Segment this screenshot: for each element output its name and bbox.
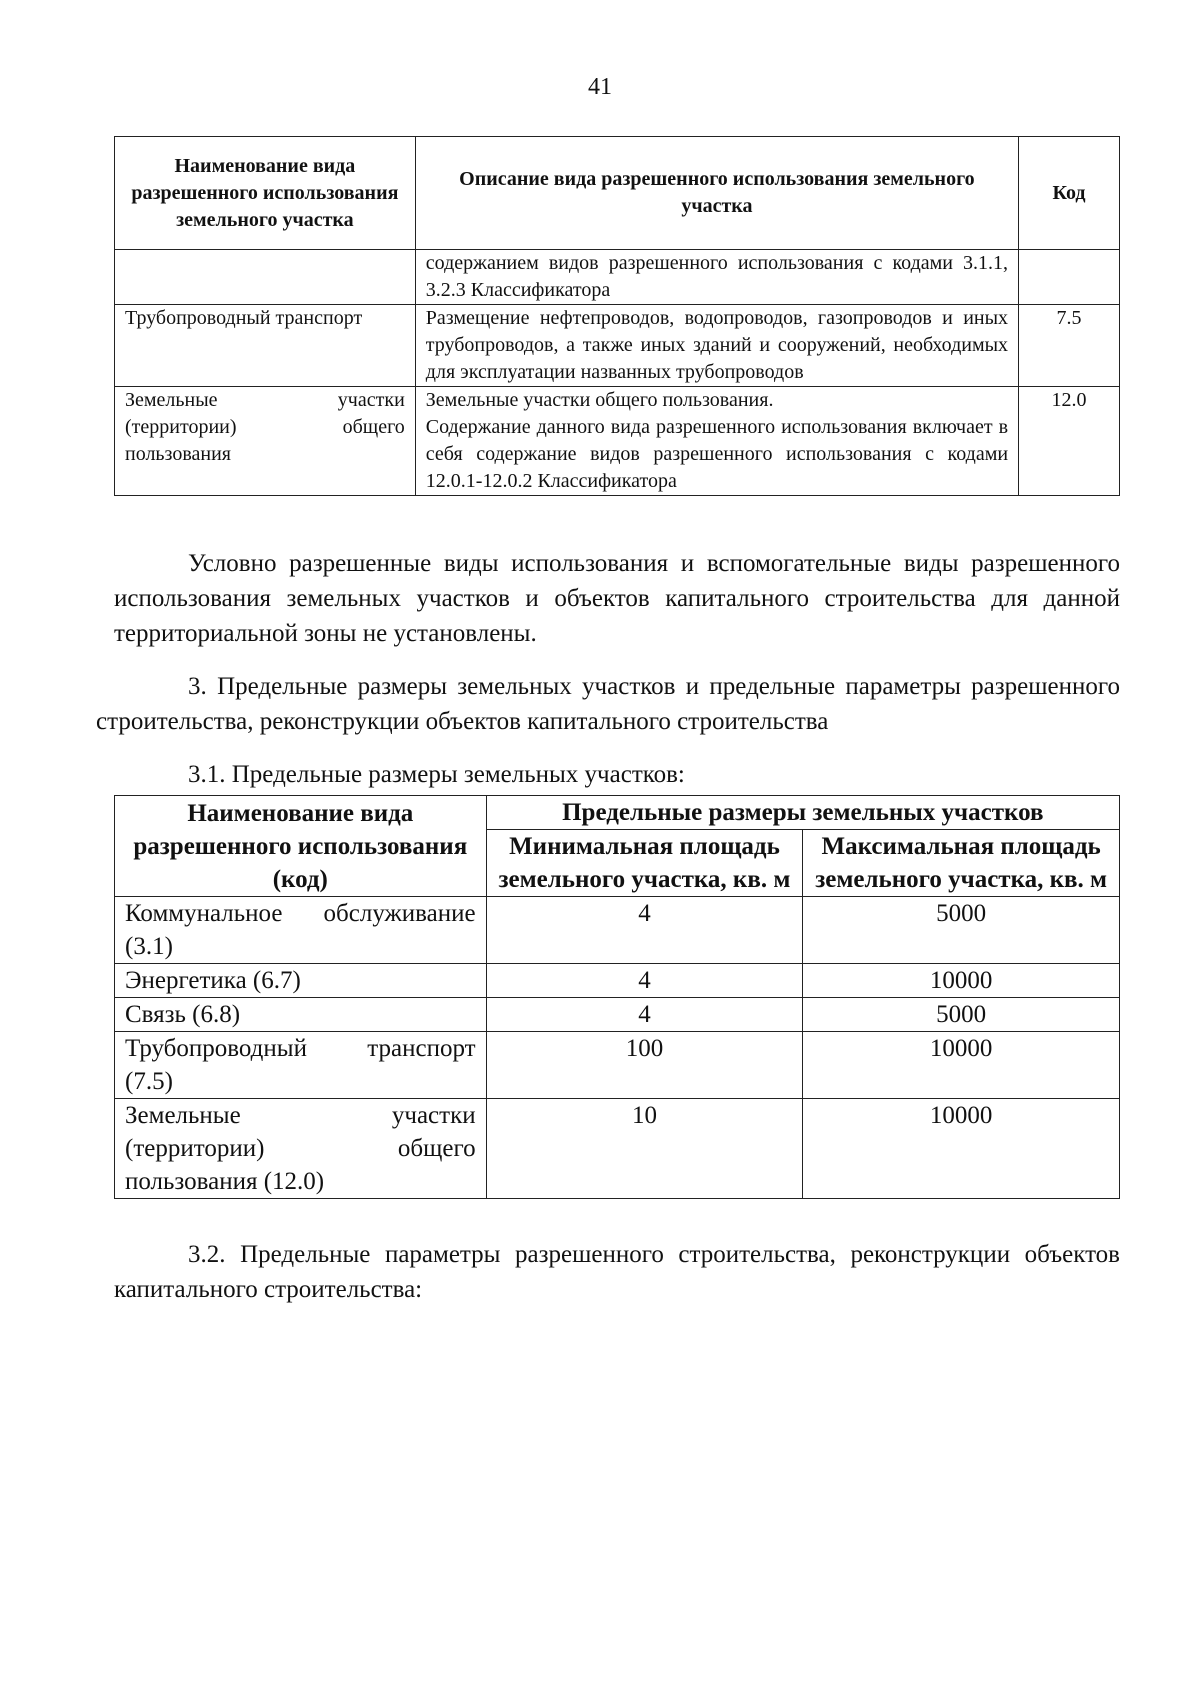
max-area-cell: 5000 bbox=[803, 998, 1120, 1032]
min-area-cell: 10 bbox=[486, 1099, 803, 1199]
table-header-row bbox=[115, 137, 1120, 250]
section-heading-3-1: 3.1. Предельные размеры земельных участков: bbox=[188, 761, 685, 788]
use-code-cell bbox=[1019, 250, 1120, 305]
header-use-description: Описание вида разрешенного использования земельного участка bbox=[415, 137, 1018, 250]
use-description-cell bbox=[415, 387, 1018, 496]
page-number: 41 bbox=[588, 74, 612, 100]
section-heading-3-2: 3.2. Предельные параметры разрешенного строительства, реконструкции объектов капитального строительства: bbox=[114, 1241, 1120, 1303]
table-row bbox=[115, 1099, 1120, 1199]
header-size-group: Предельные размеры земельных участков bbox=[486, 796, 1119, 830]
min-area-cell: 4 bbox=[486, 998, 803, 1032]
header-min-area: Минимальная площадь земельного участка, кв. м bbox=[486, 830, 803, 897]
use-name-cell: Земельные участки (территории) общего пользования bbox=[115, 387, 416, 496]
max-area-cell: 5000 bbox=[803, 897, 1120, 964]
permitted-use-table bbox=[114, 136, 1120, 496]
max-area-cell: 10000 bbox=[803, 964, 1120, 998]
table-row bbox=[115, 1032, 1120, 1099]
use-code-cell: 7.5 bbox=[1019, 305, 1120, 387]
header-use-name: Наименование вида разрешенного использования (код) bbox=[115, 796, 487, 897]
table-row bbox=[115, 998, 1120, 1032]
header-code: Код bbox=[1019, 137, 1120, 250]
table-row bbox=[115, 964, 1120, 998]
use-description-line: Содержание данного вида разрешенного использования включает в себя содержание видов разрешенного использования с кодами 12.0.1-12.0.2 Классификатора bbox=[425, 416, 1009, 492]
table-row bbox=[115, 250, 1120, 305]
use-description-cell: Размещение нефтепроводов, водопроводов, газопроводов и иных трубопроводов, а также иных зданий и сооружений, необходимых для эксплуатации названных трубопроводов bbox=[415, 305, 1018, 387]
min-area-cell: 4 bbox=[486, 964, 803, 998]
use-description-cell: содержанием видов разрешенного использования с кодами 3.1.1, 3.2.3 Классификатора bbox=[415, 250, 1018, 305]
use-name-cell: Земельные участки (территории) общего пользования (12.0) bbox=[115, 1099, 487, 1199]
use-code-cell: 12.0 bbox=[1019, 387, 1120, 496]
use-description-line: Земельные участки общего пользования. bbox=[425, 389, 774, 411]
use-name-cell bbox=[115, 250, 416, 305]
max-area-cell: 10000 bbox=[803, 1032, 1120, 1099]
use-name-cell: Коммунальное обслуживание (3.1) bbox=[115, 897, 487, 964]
use-name-cell: Трубопроводный транспорт (7.5) bbox=[115, 1032, 487, 1099]
use-name-cell: Трубопроводный транспорт bbox=[115, 305, 416, 387]
table-row bbox=[115, 387, 1120, 496]
table-row bbox=[115, 897, 1120, 964]
use-name-cell: Энергетика (6.7) bbox=[115, 964, 487, 998]
plot-size-table bbox=[114, 795, 1120, 1199]
use-name-cell: Связь (6.8) bbox=[115, 998, 487, 1032]
section-heading-3: 3. Предельные размеры земельных участков и предельные параметры разрешенного строительства, реконструкции объектов капитального строительства bbox=[96, 673, 1120, 735]
min-area-cell: 4 bbox=[486, 897, 803, 964]
paragraph-conditional-uses: Условно разрешенные виды использования и вспомогательные виды разрешенного использования земельных участков и объектов капитального строительства для данной территориальной зоны не установлены. bbox=[114, 550, 1120, 647]
table-row bbox=[115, 305, 1120, 387]
header-max-area: Максимальная площадь земельного участка, кв. м bbox=[803, 830, 1120, 897]
table-header-row bbox=[115, 796, 1120, 830]
header-use-name: Наименование вида разрешенного использования земельного участка bbox=[115, 137, 416, 250]
min-area-cell: 100 bbox=[486, 1032, 803, 1099]
max-area-cell: 10000 bbox=[803, 1099, 1120, 1199]
